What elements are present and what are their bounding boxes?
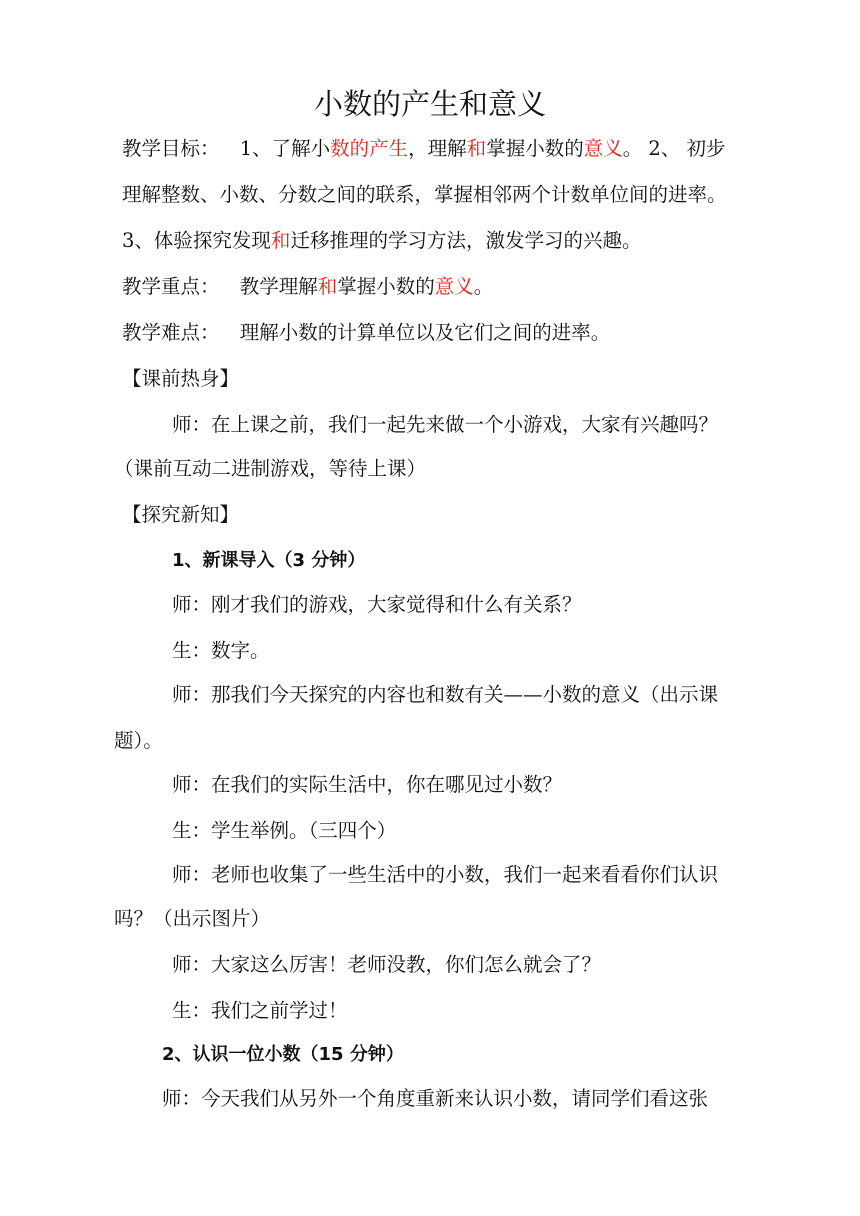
objectives-label: 教学目标：	[122, 137, 220, 160]
key-point-text: 教学理解	[239, 275, 318, 298]
objectives-text: 掌握小数的	[486, 137, 584, 160]
objectives-line-2: 理解整数、小数、分数之间的联系，掌握相邻两个计数单位间的进率。	[122, 183, 727, 206]
document-title: 小数的产生和意义	[313, 87, 546, 121]
key-point-text: 。	[473, 275, 494, 298]
key-point-label: 教学重点：	[122, 275, 220, 298]
dialogue-line: 师：老师也收集了一些生活中的小数，我们一起来看看你们认识	[172, 863, 719, 886]
difficulty-line	[122, 318, 762, 348]
objectives-line-1	[122, 134, 762, 164]
dialogue-line: 师：今天我们从另外一个角度重新来认识小数，请同学们看这张	[162, 1087, 709, 1110]
dialogue-line: 师：刚才我们的游戏，大家觉得和什么有关系？	[172, 593, 582, 616]
warmup-line-1: 师：在上课之前，我们一起先来做一个小游戏，大家有兴趣吗？	[172, 413, 719, 436]
dialogue-line: 师：在我们的实际生活中，你在哪见过小数？	[172, 773, 563, 796]
objectives-line-3	[122, 226, 762, 256]
difficulty-label: 教学难点：	[122, 321, 220, 344]
dialogue-line: 师：那我们今天探究的内容也和数有关——小数的意义（出示课	[172, 683, 719, 706]
objectives-text: 迁移推理的学习方法，激发学习的兴趣。	[290, 229, 642, 252]
emphasis-text: 意义	[434, 275, 474, 298]
emphasis-text: 意义	[583, 137, 623, 160]
explore-heading: 【探究新知】	[122, 503, 240, 526]
key-point-text: 掌握小数的	[337, 275, 435, 298]
warmup-heading: 【课前热身】	[122, 367, 240, 390]
warmup-line-2: （课前互动二进制游戏，等待上课）	[114, 457, 427, 480]
dialogue-line: 师：大家这么厉害！老师没教，你们怎么就会了？	[172, 953, 602, 976]
key-point-line	[122, 272, 762, 302]
objectives-text: 1、了解小	[239, 137, 331, 160]
dialogue-line: 生：学生举例。（三四个）	[172, 819, 397, 842]
objectives-text: 。 2、 初步	[622, 137, 726, 160]
objectives-text: ，理解	[408, 137, 467, 160]
emphasis-text: 和	[317, 275, 338, 298]
emphasis-text: 数的产生	[330, 137, 409, 160]
emphasis-text: 和	[270, 229, 291, 252]
section-2-title: 2、认识一位小数（15 分钟）	[162, 1044, 404, 1065]
objectives-text: 3、体验探究发现	[122, 229, 271, 252]
section-1-title: 1、新课导入（3 分钟）	[172, 550, 366, 571]
dialogue-line-cont: 吗？（出示图片）	[114, 907, 271, 930]
dialogue-line-cont: 题）。	[114, 729, 163, 752]
difficulty-text: 理解小数的计算单位以及它们之间的进率。	[239, 321, 611, 344]
emphasis-text: 和	[466, 137, 487, 160]
dialogue-line: 生：我们之前学过！	[172, 999, 348, 1022]
dialogue-line: 生：数字。	[172, 639, 270, 662]
